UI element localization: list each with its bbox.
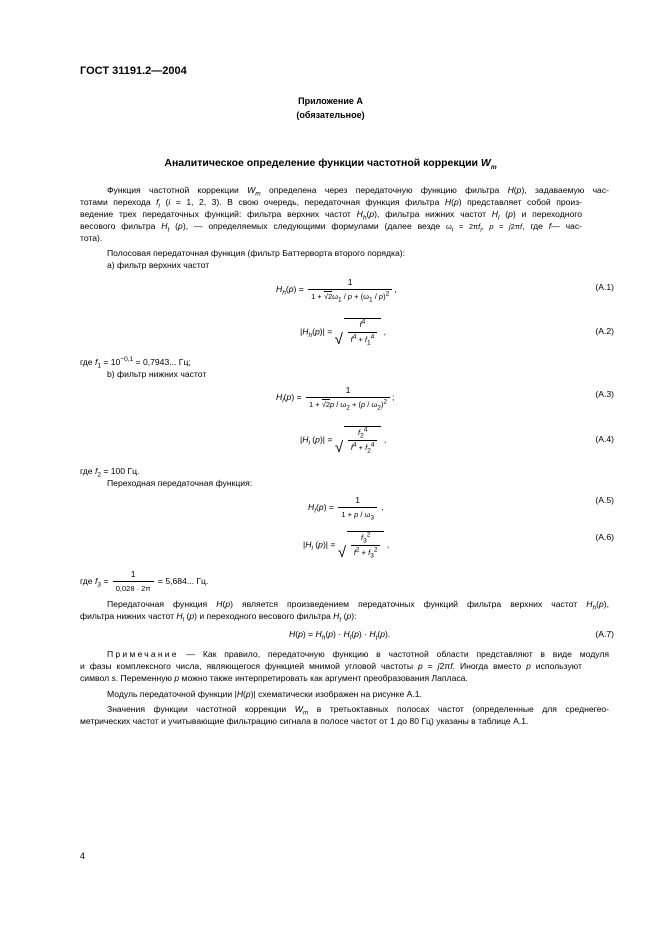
note-line1: Примечание — Как правило, передаточную функцию в частотной области представляют в виде модуля	[107, 649, 609, 659]
paragraph-definition-line4: весового фильтра $H_t$ (p), — определяемых следующими формулами (далее везде $\omega_i = 2\pi f_i$, p = j2πf, где f— час-	[80, 221, 582, 234]
document-code: ГОСТ 31191.2—2004	[80, 65, 187, 77]
paragraph-figure-ref: Модуль передаточной функции |H(p)| схематически изображен на рисунке А.1.	[107, 689, 422, 699]
equation-number-a6: (А.6)	[595, 532, 614, 542]
item-a-high-pass: а) фильтр верхних частот	[107, 260, 210, 270]
equation-number-a4: (А.4)	[595, 434, 614, 444]
where-f3: где $f_3$ = $\frac{1}{0,028 \cdot 2\pi}$ = 5,684... Гц.	[80, 569, 209, 593]
equation-a6: $|H_l$ (p)| = √ $\frac{f_3^2}{f^2 + f_3^2}$ ,	[303, 531, 390, 561]
where-f2: где $f_2 = 100$ Гц.	[80, 466, 140, 479]
item-b-low-pass: b) фильтр нижних частот	[107, 369, 207, 379]
paragraph-bandpass: Полосовая передаточная функция (фильтр Баттерворта второго порядка):	[107, 248, 406, 258]
appendix-subtitle: (обязательное)	[296, 110, 365, 120]
paragraph-table-ref-line2: метрических частот и учитывающие фильтрацию сигнала в полосе частот от 1 до 80 Гц) указаны в таблице А.1.	[80, 716, 529, 726]
paragraph-definition-line2: тотами перехода $f_i$ (i = 1, 2, 3). В свою очередь, передаточная функция фильтра H(p) представляет собой произ-	[80, 197, 583, 210]
equation-a2: $|H_h(p)|$ = √ $\frac{f^4}{f^4 + f_1^4}$ ,	[300, 318, 387, 348]
note-label: Примечание	[107, 649, 179, 659]
transition-function-label: Переходная передаточная функция:	[107, 478, 253, 488]
paragraph-table-ref-line1: Значения функции частотной коррекции $W_m$ в третьоктавных полосах частот (определенные для среднегео-	[107, 704, 609, 717]
paragraph-definition-line1: Функция частотной коррекции $W_m$ определена через передаточную функцию фильтра H(p), задаваемую час-	[107, 185, 609, 198]
equation-number-a5: (А.5)	[595, 495, 614, 505]
equation-a5: $H_t(p)$ = $\frac{1}{1 + p / \omega_3}$ ,	[308, 495, 384, 522]
section-title: Аналитическое определение функции частотной коррекции $W_m$	[164, 157, 497, 172]
paragraph-definition-line5: тота).	[80, 233, 103, 243]
equation-a1: $H_h(p)$ = $\frac{1}{1 + √2\omega_1 / p + (\omega_1 / p)^2}$ ,	[276, 277, 397, 304]
appendix-title: Приложение А	[298, 96, 363, 106]
equation-a3: $H_l(p)$ = $\frac{1}{1 + √2p / \omega_2 + (p / \omega_2)^2}$ ;	[276, 385, 395, 412]
equation-number-a2: (А.2)	[595, 326, 614, 336]
equation-a7: $H(p) = H_h(p) \cdot H_l(p) \cdot H_t(p)$.	[289, 629, 391, 642]
where-f1: где $f_1 = 10^{-0,1} = 0,7943$... Гц;	[80, 356, 191, 370]
paragraph-product-line1: Передаточная функция H(p) является произведением передаточных функций фильтра верхних частот $H_h(p)$,	[107, 599, 609, 612]
equation-number-a3: (А.3)	[595, 389, 614, 399]
equation-number-a7: (А.7)	[595, 629, 614, 639]
equation-a4: $|H_l$ (p)| = √ $\frac{f_2^4}{f^4 + f_2^4}$ ,	[300, 426, 387, 456]
note-line2: и фазы комплексного числа, являющегося функцией мнимой угловой частоты p = j2πf. Иногда вместо p используют	[80, 661, 582, 671]
note-line3: символ s. Переменную p можно также интерпретировать как аргумент преобразования Лапласа.	[80, 673, 468, 683]
paragraph-product-line2: фильтра нижних частот $H_l$ (p) и переходного весового фильтра $H_t$ (p):	[80, 611, 357, 624]
equation-number-a1: (А.1)	[595, 282, 614, 292]
page-number: 4	[80, 851, 86, 861]
paragraph-definition-line3: ведение трех передаточных функций: фильтра верхних частот $H_h(p)$, фильтра нижних частот $H_l$ (p) и переходного	[80, 209, 583, 222]
